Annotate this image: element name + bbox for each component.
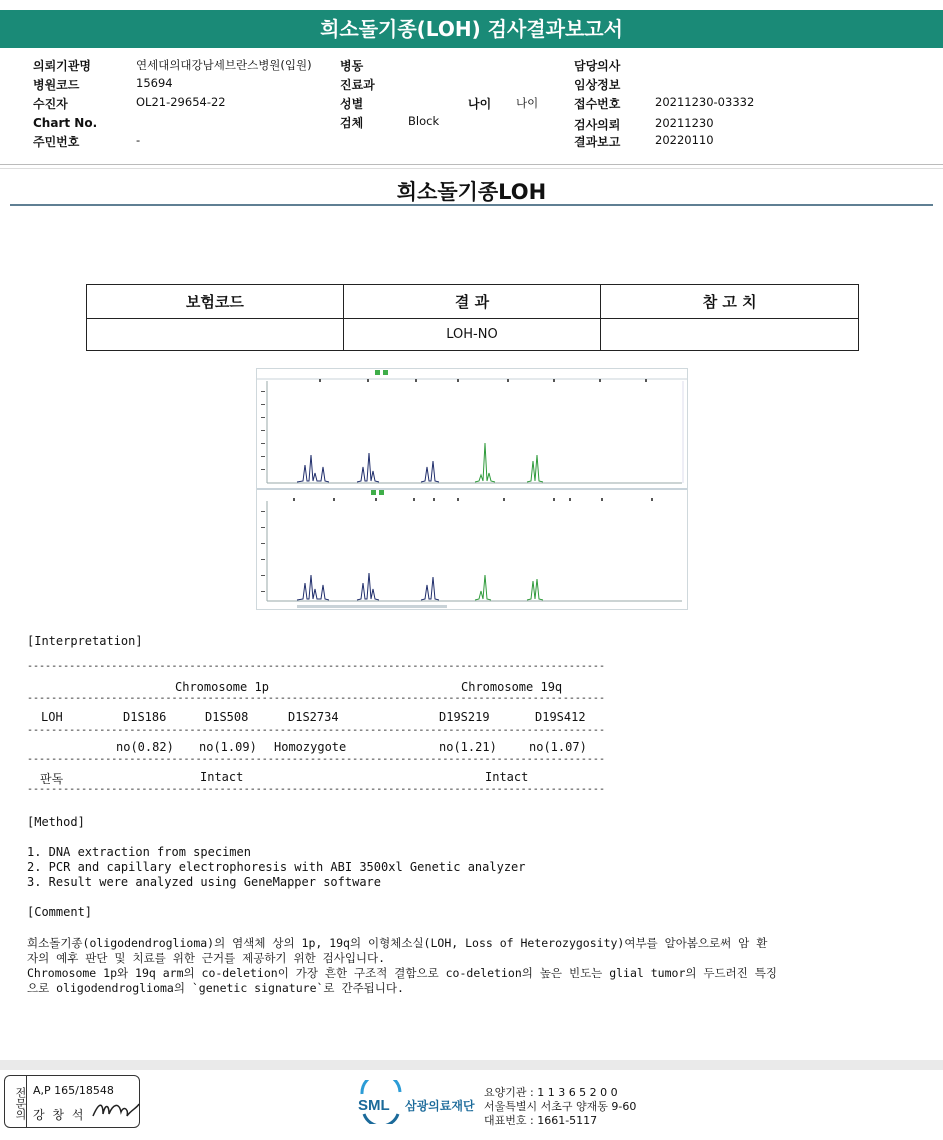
method-heading: [Method]	[27, 815, 85, 829]
header-divider-2	[0, 168, 943, 169]
method-item-1: 1. DNA extraction from specimen	[27, 845, 251, 859]
dash-line-4: ------------------------------------------------------------------------------------------------	[27, 754, 605, 765]
reference-cell	[601, 319, 859, 351]
marker-d1s508: D1S508	[205, 710, 249, 724]
org-phone: 대표번호 : 1661-5117	[484, 1114, 598, 1127]
section-rule	[10, 204, 933, 206]
recipient-value: OL21-29654-22	[136, 95, 226, 109]
method-item-2: 2. PCR and capillary electrophoresis with ABI 3500xl Genetic analyzer	[27, 860, 526, 874]
electropherogram-graphic	[257, 369, 687, 609]
recipient-label: 수진자	[33, 97, 68, 111]
result-cell: LOH-NO	[343, 319, 601, 351]
request-date-value: 20211230	[655, 116, 714, 130]
result-table-header	[87, 285, 859, 319]
result-report-value: 20220110	[655, 133, 714, 147]
result-table	[86, 284, 859, 351]
chromosome-1p-label: Chromosome 1p	[175, 680, 269, 694]
ward-label: 병동	[340, 59, 364, 73]
value-d19s412: no(1.07)	[529, 740, 587, 754]
loh-label: LOH	[41, 710, 63, 724]
specimen-value: Block	[408, 114, 440, 128]
institution-label: 의뢰기관명	[33, 59, 91, 73]
dash-line-5: ------------------------------------------------------------------------------------------------	[27, 784, 605, 795]
value-d1s186: no(0.82)	[116, 740, 174, 754]
electropherogram-image	[256, 368, 688, 610]
insurance-code-header: 보험코드	[87, 285, 344, 319]
org-code: 요양기관 : 1 1 3 6 5 2 0 0	[484, 1086, 618, 1099]
logo-mark: SML	[358, 1097, 390, 1114]
clinical-info-label: 임상정보	[574, 78, 621, 92]
dash-line-1: ------------------------------------------------------------------------------------------------	[27, 661, 605, 672]
hospital-code-label: 병원코드	[33, 78, 80, 92]
department-label: 진료과	[340, 78, 375, 92]
value-d1s508: no(1.09)	[199, 740, 257, 754]
value-d1s2734: Homozygote	[274, 740, 347, 754]
receipt-number-label: 접수번호	[574, 97, 621, 111]
value-d19s219: no(1.21)	[439, 740, 497, 754]
seal-side-label: 전문의	[5, 1076, 27, 1127]
receipt-number-value: 20211230-03332	[655, 95, 755, 109]
age-label: 나이	[468, 97, 492, 111]
resident-number-label: 주민번호	[33, 135, 80, 149]
resident-number-value: -	[136, 133, 141, 147]
dash-line-3: ------------------------------------------------------------------------------------------------	[27, 725, 605, 736]
dash-line-2: ------------------------------------------------------------------------------------------------	[27, 693, 605, 704]
section-title: 희소돌기종LOH	[396, 180, 547, 204]
seal-name: 강 창 석	[33, 1108, 86, 1122]
doctor-label: 담당의사	[574, 59, 621, 73]
marker-d19s219: D19S219	[439, 710, 490, 724]
marker-d1s186: D1S186	[123, 710, 167, 724]
insurance-code-cell	[87, 319, 344, 351]
reference-header: 참 고 치	[601, 285, 859, 319]
comment-line-3: Chromosome 1p와 19q arm의 co-deletion이 가장 흔한 구조적 결함으로 co-deletion의 높은 빈도는 glial tumor의 두드러진 특징	[27, 966, 777, 980]
result-table-row	[87, 319, 859, 351]
footer-band	[0, 1060, 943, 1070]
result-report-label: 결과보고	[574, 135, 621, 149]
chromosome-19q-label: Chromosome 19q	[461, 680, 563, 694]
logo-text: 삼광의료재단	[405, 1099, 475, 1113]
marker-d19s412: D19S412	[535, 710, 586, 724]
sml-logo-icon	[356, 1080, 406, 1124]
method-item-3: 3. Result were analyzed using GeneMapper software	[27, 875, 382, 889]
interpretation-heading: [Interpretation]	[27, 634, 143, 648]
judgement-label: 판독	[40, 772, 64, 786]
marker-d1s2734: D1S2734	[288, 710, 339, 724]
comment-line-4: 으로 oligodendroglioma의 `genetic signature`로 간주됩니다.	[27, 981, 404, 995]
report-title: 희소돌기종(LOH) 검사결과보고서	[0, 10, 943, 48]
judgement-19q: Intact	[485, 770, 529, 784]
result-header: 결 과	[343, 285, 601, 319]
institution-value: 연세대의대강남세브란스병원(입원)	[136, 58, 312, 72]
org-address: 서울특별시 서초구 양재동 9-60	[484, 1100, 637, 1113]
hospital-code-value: 15694	[136, 76, 173, 90]
comment-line-1: 희소돌기종(oligodendroglioma)의 염색체 상의 1p, 19q의 이형체소실(LOH, Loss of Heterozygosity)여부를 알아봄으로써 암 환	[27, 936, 768, 950]
seal-license: A,P 165/18548	[33, 1084, 114, 1097]
header-divider	[0, 164, 943, 165]
signature-icon	[91, 1098, 141, 1122]
judgement-1p: Intact	[200, 770, 244, 784]
sex-label: 성별	[340, 97, 364, 111]
chart-no-label: Chart No.	[33, 116, 98, 130]
age-value: 나이	[516, 96, 539, 110]
comment-line-2: 자의 예후 판단 및 치료를 위한 근거를 제공하기 위한 검사입니다.	[27, 951, 386, 965]
specialist-seal	[4, 1075, 140, 1128]
specimen-label: 검체	[340, 116, 364, 130]
request-date-label: 검사의뢰	[574, 118, 621, 132]
comment-heading: [Comment]	[27, 905, 93, 919]
